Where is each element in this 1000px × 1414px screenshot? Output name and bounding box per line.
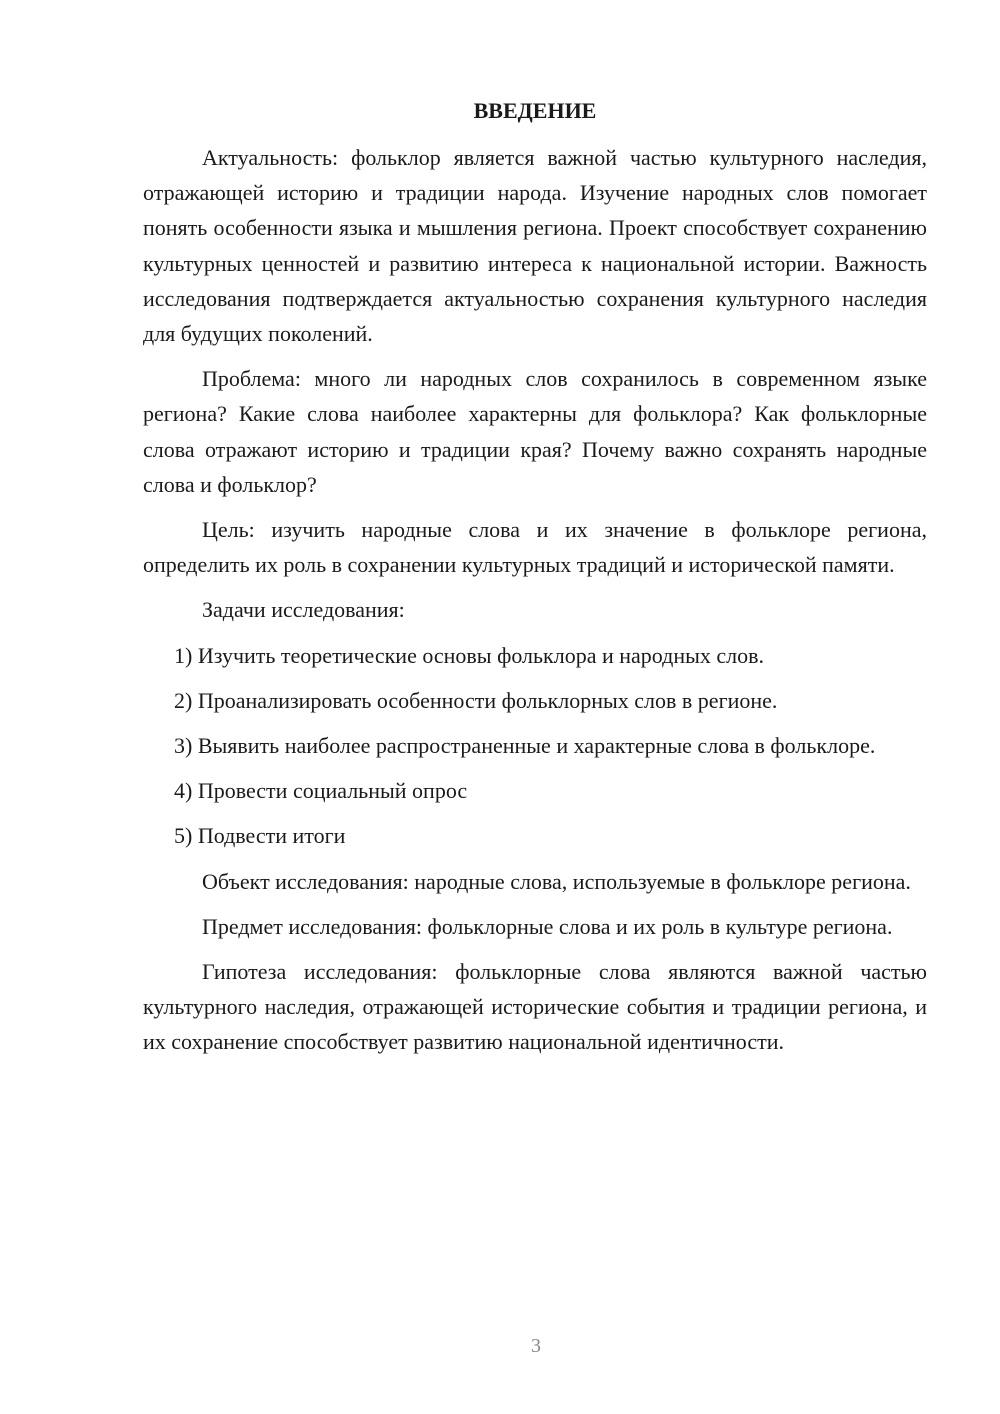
tasks-heading: Задачи исследования: [202,597,405,623]
subject-paragraph: Предмет исследования: фольклорные слова и их роль в культуре региона. [202,913,893,939]
task-item-4: 4) Провести социальный опрос [174,778,468,804]
page-body [143,96,927,1070]
relevance-paragraph: Актуальность: фольклор является важной частью культурного наследия, отражающей историю и традиции народа. Изучение народных слов помогает понять особенности языка и мышления региона. Проект способствует сохранению культурных ценностей и развитию интереса к национальной истории. Важность исследования подтверждается актуальностью сохранения культурного наследия для будущих поколений. [143,145,927,347]
page-heading: ВВЕДЕНИЕ [473,98,597,123]
page-number: 3 [531,1335,541,1357]
task-item-2: 2) Проанализировать особенности фольклорных слов в регионе. [174,687,778,713]
goal-paragraph: Цель: изучить народные слова и их значение в фольклоре региона, определить их роль в сохранении культурных традиций и исторической памяти. [143,517,927,578]
task-item-3: 3) Выявить наиболее распространенные и характерные слова в фольклоре. [174,733,876,759]
task-item-5: 5) Подвести итоги [174,823,346,849]
problem-paragraph: Проблема: много ли народных слов сохранилось в современном языке региона? Какие слова наиболее характерны для фольклора? Как фольклорные слова отражают историю и традиции края? Почему важно сохранять народные слова и фольклор? [143,366,927,497]
object-paragraph: Объект исследования: народные слова, используемые в фольклоре региона. [202,868,911,894]
task-item-1: 1) Изучить теоретические основы фольклора и народных слов. [174,642,765,668]
hypothesis-paragraph: Гипотеза исследования: фольклорные слова являются важной частью культурного наследия, отражающей исторические события и традиции региона, и их сохранение способствует развитию национальной идентичности. [143,959,927,1055]
